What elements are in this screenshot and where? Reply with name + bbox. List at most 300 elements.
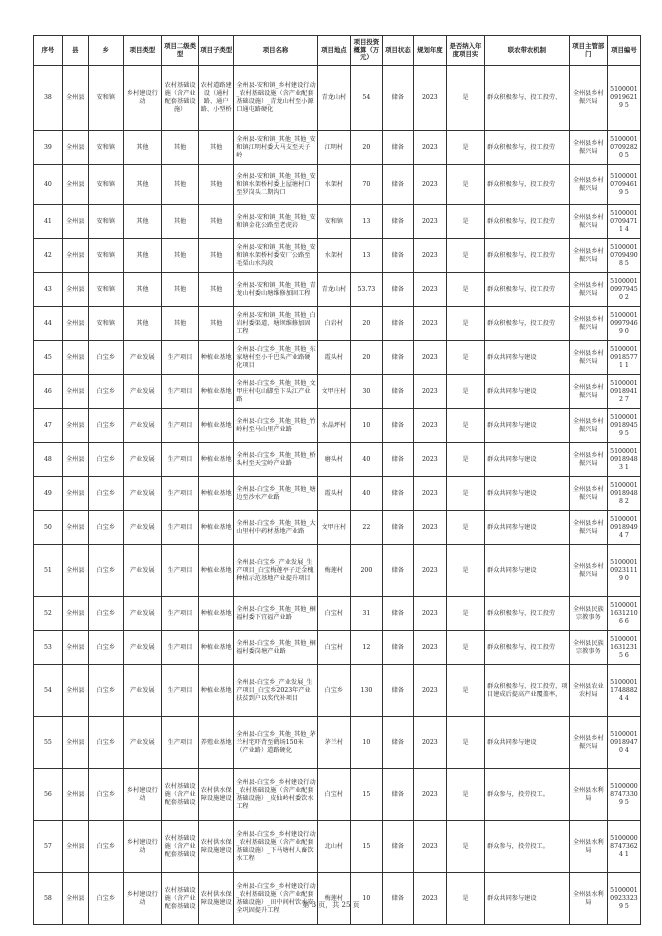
table-cell: 储备 — [382, 631, 413, 665]
table-cell: 2023 — [413, 511, 446, 545]
table-row — [34, 307, 641, 341]
table-cell: 种植业基地 — [199, 341, 234, 375]
table-cell: 46 — [34, 375, 63, 409]
table-cell: 生产项目 — [161, 717, 198, 769]
table-cell: 10 — [350, 873, 382, 925]
table-cell: 全州县-白宝乡_其他_其他_东家塘村至小千巴头产业路硬化项目 — [234, 341, 318, 375]
table-cell: 全州县-白宝乡_其他_其他_桥头村至天宝岭产业路 — [234, 443, 318, 477]
table-cell: 2023 — [413, 205, 446, 239]
table-cell: 全州县-白宝乡_产业发展_生产项目_白宝乡2023年产业扶贫到户以奖代补项目 — [234, 665, 318, 717]
table-cell: 全州县-白宝乡_其他_其他_大山里村中药材基地产业路 — [234, 511, 318, 545]
table-cell: 510000117488824 4 — [607, 665, 640, 717]
table-cell: 安和镇 — [88, 205, 123, 239]
table-cell: 是 — [446, 597, 484, 631]
table-cell: 种植业基地 — [199, 409, 234, 443]
table-cell: 2023 — [413, 597, 446, 631]
table-cell: 储备 — [382, 873, 413, 925]
table-cell: 养殖业基地 — [199, 717, 234, 769]
table-cell: 群众共同参与建设 — [485, 545, 570, 597]
table-cell: 44 — [34, 307, 63, 341]
table-cell: 生产项目 — [161, 341, 198, 375]
table-cell: 510000087473624 1 — [607, 821, 640, 873]
table-cell: 41 — [34, 205, 63, 239]
table-cell: 是 — [446, 205, 484, 239]
table-cell: 全州县 — [62, 375, 88, 409]
table-cell: 全州县水利局 — [569, 821, 607, 873]
table-cell: 510000109189470 4 — [607, 717, 640, 769]
table-cell: 全州县乡村振兴局 — [569, 545, 607, 597]
table-cell: 2023 — [413, 873, 446, 925]
table-cell: 是 — [446, 409, 484, 443]
table-cell: 全州县 — [62, 511, 88, 545]
table-cell: 北山村 — [317, 821, 350, 873]
table-cell: 48 — [34, 443, 63, 477]
table-cell: 510000109185771 1 — [607, 341, 640, 375]
table-cell: 安和镇 — [88, 131, 123, 165]
table-cell: 白宝乡 — [88, 821, 123, 873]
table-cell: 全州县 — [62, 443, 88, 477]
table-cell: 45 — [34, 341, 63, 375]
table-cell: 全州县乡村振兴局 — [569, 477, 607, 511]
table-cell: 200 — [350, 545, 382, 597]
table-cell: 47 — [34, 409, 63, 443]
table-cell: 梅莲村 — [317, 545, 350, 597]
table-cell: 2023 — [413, 665, 446, 717]
table-cell: 其他 — [199, 239, 234, 273]
table-cell: 510000109979450 2 — [607, 273, 640, 307]
table-cell: 储备 — [382, 665, 413, 717]
table-cell: 54 — [34, 665, 63, 717]
table-cell: 产业发展 — [123, 665, 161, 717]
table-cell: 是 — [446, 131, 484, 165]
table-cell: 文甲庄村 — [317, 375, 350, 409]
table-cell: 白宝乡 — [88, 597, 123, 631]
table-cell: 全州县 — [62, 477, 88, 511]
table-cell: 白岩村 — [317, 307, 350, 341]
column-header: 乡 — [88, 36, 123, 66]
table-cell: 农村供水保障设施建设 — [199, 769, 234, 821]
table-cell: 2023 — [413, 821, 446, 873]
table-cell: 全州县乡村振兴局 — [569, 165, 607, 205]
table-cell: 储备 — [382, 307, 413, 341]
table-cell: 储备 — [382, 717, 413, 769]
table-cell: 生产项目 — [161, 597, 198, 631]
table-cell: 40 — [34, 165, 63, 205]
table-row — [34, 597, 641, 631]
table-cell: 510000109189483 1 — [607, 443, 640, 477]
table-cell: 乡村建设行动 — [123, 66, 161, 131]
table-cell: 白宝乡 — [88, 545, 123, 597]
table-cell: 130 — [350, 665, 382, 717]
table-cell: 其他 — [123, 307, 161, 341]
table-cell: 是 — [446, 375, 484, 409]
table-cell: 全州县农业农村局 — [569, 665, 607, 717]
table-cell: 文甲庄村 — [317, 511, 350, 545]
table-cell: 全州县乡村振兴局 — [569, 341, 607, 375]
table-cell: 白宝村 — [317, 769, 350, 821]
table-cell: 51 — [34, 545, 63, 597]
column-header: 项目主管部门 — [569, 36, 607, 66]
table-cell: 农村供水保障设施建设 — [199, 873, 234, 925]
table-cell: 梅莲村 — [317, 873, 350, 925]
table-cell: 群众参与，投劳投工。 — [485, 821, 570, 873]
table-cell: 全州县 — [62, 631, 88, 665]
table-cell: 22 — [350, 511, 382, 545]
table-cell: 储备 — [382, 477, 413, 511]
table-cell: 水架村 — [317, 239, 350, 273]
table-cell: 储备 — [382, 409, 413, 443]
table-cell: 是 — [446, 821, 484, 873]
table-cell: 全州县乡村振兴局 — [569, 717, 607, 769]
table-cell: 青龙山村 — [317, 273, 350, 307]
table-cell: 全州县乡村振兴局 — [569, 131, 607, 165]
table-cell: 全州县 — [62, 769, 88, 821]
table-cell: 56 — [34, 769, 63, 821]
table-cell: 510000107094711 4 — [607, 205, 640, 239]
table-cell: 是 — [446, 443, 484, 477]
table-cell: 全州县 — [62, 409, 88, 443]
table-cell: 生产项目 — [161, 511, 198, 545]
table-cell: 全州县-白宝乡_其他_其他_文甲庄村屯山脚至卞头江产业路 — [234, 375, 318, 409]
table-cell: 群众积极参与，投工投劳 — [485, 205, 570, 239]
table-cell: 农村基础设施（含产业配套基础设 — [161, 821, 198, 873]
table-cell: 全州县 — [62, 239, 88, 273]
table-cell: 磨头村 — [317, 443, 350, 477]
table-cell: 20 — [350, 307, 382, 341]
table-cell: 13 — [350, 239, 382, 273]
table-cell: 群众积极参与，投工投劳 — [485, 131, 570, 165]
table-cell: 全州县 — [62, 131, 88, 165]
table-cell: 510000109231119 0 — [607, 545, 640, 597]
table-cell: 产业发展 — [123, 409, 161, 443]
table-cell: 全州县乡村振兴局 — [569, 511, 607, 545]
table-cell: 群众积极参与，投工投劳 — [485, 165, 570, 205]
table-cell: 农村道路建设（通村路、通户路、小型桥 — [199, 66, 234, 131]
table-cell: 是 — [446, 511, 484, 545]
table-cell: 全州县 — [62, 545, 88, 597]
table-cell: 其他 — [123, 273, 161, 307]
column-header: 项目二级类型 — [161, 36, 198, 66]
table-cell: 2023 — [413, 341, 446, 375]
table-cell: 全州县 — [62, 341, 88, 375]
table-cell: 白宝村 — [317, 631, 350, 665]
table-cell: 全州县-安和镇_其他_其他_安和镇江明村委大马支至天子岭 — [234, 131, 318, 165]
table-cell: 全州县水利局 — [569, 873, 607, 925]
table-cell: 39 — [34, 131, 63, 165]
table-cell: 白宝村 — [317, 597, 350, 631]
table-cell: 种植业基地 — [199, 375, 234, 409]
table-cell: 储备 — [382, 131, 413, 165]
table-cell: 53 — [34, 631, 63, 665]
table-cell: 2023 — [413, 409, 446, 443]
table-cell: 510000109233239 5 — [607, 873, 640, 925]
table-cell: 是 — [446, 631, 484, 665]
table-cell: 其他 — [161, 307, 198, 341]
table-cell: 群众积极参与，投工投劳、 — [485, 66, 570, 131]
table-cell: 储备 — [382, 273, 413, 307]
table-cell: 其他 — [199, 307, 234, 341]
table-cell: 是 — [446, 873, 484, 925]
table-cell: 储备 — [382, 545, 413, 597]
table-cell: 54 — [350, 66, 382, 131]
table-cell: 群众共同参与建设 — [485, 375, 570, 409]
column-header: 项目名称 — [234, 36, 318, 66]
table-cell: 2023 — [413, 165, 446, 205]
table-cell: 种植业基地 — [199, 631, 234, 665]
column-header: 序号 — [34, 36, 63, 66]
table-cell: 38 — [34, 66, 63, 131]
column-header: 项目子类型 — [199, 36, 234, 66]
table-cell: 55 — [34, 717, 63, 769]
table-cell: 全州县-安和镇_其他_其他_白岩村委渠道、塘坝维修加固工程 — [234, 307, 318, 341]
table-cell: 农村基础设施（含产业配套基础设 — [161, 873, 198, 925]
table-cell: 安和镇 — [88, 165, 123, 205]
table-cell: 产业发展 — [123, 597, 161, 631]
table-row — [34, 375, 641, 409]
table-cell: 2023 — [413, 66, 446, 131]
table-cell: 其他 — [161, 239, 198, 273]
table-cell: 产业发展 — [123, 443, 161, 477]
table-cell: 产业发展 — [123, 375, 161, 409]
table-cell: 50 — [34, 511, 63, 545]
table-cell: 种植业基地 — [199, 545, 234, 597]
table-cell: 产业发展 — [123, 511, 161, 545]
table-cell: 31 — [350, 597, 382, 631]
table-cell: 70 — [350, 165, 382, 205]
column-header: 项目编号 — [607, 36, 640, 66]
table-cell: 全州县 — [62, 273, 88, 307]
column-header: 项目投资概算（万元） — [350, 36, 382, 66]
table-cell: 510000109189494 7 — [607, 511, 640, 545]
table-cell: 全州县-安和镇_乡村建设行动_农村基础设施（含产业配套基础设施）_青龙山村至小源口通屯路硬化 — [234, 66, 318, 131]
column-header: 县 — [62, 36, 88, 66]
table-row — [34, 341, 641, 375]
table-cell: 白宝乡 — [88, 341, 123, 375]
table-cell: 全州县-安和镇_其他_其他_安和镇金花公路至老虎岩 — [234, 205, 318, 239]
table-cell: 是 — [446, 717, 484, 769]
table-cell: 群众共同参与建设 — [485, 443, 570, 477]
table-row — [34, 131, 641, 165]
table-cell: 其他 — [199, 205, 234, 239]
table-cell: 种植业基地 — [199, 477, 234, 511]
table-cell: 全州县-白宝乡_其他_其他_桐福村委下宜福产业路 — [234, 597, 318, 631]
table-cell: 510000109189412 7 — [607, 375, 640, 409]
table-cell: 是 — [446, 239, 484, 273]
table-cell: 49 — [34, 477, 63, 511]
table-cell: 其他 — [161, 131, 198, 165]
table-cell: 储备 — [382, 341, 413, 375]
table-cell: 生产项目 — [161, 477, 198, 511]
table-cell: 全州县 — [62, 873, 88, 925]
table-row — [34, 511, 641, 545]
table-cell: 58 — [34, 873, 63, 925]
table-cell: 白宝乡 — [88, 511, 123, 545]
table-cell: 全州县乡村振兴局 — [569, 205, 607, 239]
table-cell: 510000087473309 5 — [607, 769, 640, 821]
table-cell: 全州县-安和镇_其他_其他_安和镇水架桥村委安厂公路至毛栗山水沟段 — [234, 239, 318, 273]
table-cell: 储备 — [382, 821, 413, 873]
table-cell: 群众积极参与，投工投劳 — [485, 597, 570, 631]
table-cell: 53.73 — [350, 273, 382, 307]
table-cell: 是 — [446, 66, 484, 131]
table-cell: 510000107092820 5 — [607, 131, 640, 165]
table-cell: 群众积极参与，投工投劳，项目建成后提高产业覆盖率， — [485, 665, 570, 717]
table-row — [34, 717, 641, 769]
table-cell: 全州县 — [62, 665, 88, 717]
table-cell: 510000116312106 6 — [607, 597, 640, 631]
table-cell: 全州县乡村振兴局 — [569, 239, 607, 273]
table-cell: 霞头村 — [317, 341, 350, 375]
table-cell: 白宝乡 — [88, 631, 123, 665]
table-cell: 茅兰村 — [317, 717, 350, 769]
table-cell: 510000116312315 6 — [607, 631, 640, 665]
table-row — [34, 665, 641, 717]
table-cell: 2023 — [413, 477, 446, 511]
table-cell: 是 — [446, 545, 484, 597]
table-cell: 20 — [350, 341, 382, 375]
table-cell: 是 — [446, 307, 484, 341]
table-cell: 全州县 — [62, 66, 88, 131]
table-cell: 生产项目 — [161, 545, 198, 597]
table-cell: 水架村 — [317, 165, 350, 205]
table-cell: 产业发展 — [123, 631, 161, 665]
table-cell: 510000109196219 5 — [607, 66, 640, 131]
table-row — [34, 769, 641, 821]
table-cell: 群众参与，投劳投工。 — [485, 769, 570, 821]
table-cell: 全州县 — [62, 205, 88, 239]
table-cell: 12 — [350, 631, 382, 665]
table-cell: 全州县水利局 — [569, 769, 607, 821]
table-cell: 生产项目 — [161, 665, 198, 717]
table-cell: 白宝乡 — [88, 769, 123, 821]
table-cell: 40 — [350, 443, 382, 477]
table-cell: 2023 — [413, 443, 446, 477]
table-cell: 42 — [34, 239, 63, 273]
table-cell: 510000109979469 0 — [607, 307, 640, 341]
table-cell: 安和镇 — [88, 307, 123, 341]
table-cell: 储备 — [382, 205, 413, 239]
table-cell: 57 — [34, 821, 63, 873]
table-cell: 白宝乡 — [88, 409, 123, 443]
table-cell: 2023 — [413, 307, 446, 341]
table-cell: 产业发展 — [123, 477, 161, 511]
table-cell: 生产项目 — [161, 443, 198, 477]
table-cell: 其他 — [161, 205, 198, 239]
table-cell: 其他 — [123, 165, 161, 205]
table-cell: 群众积极参与，投工投劳 — [485, 631, 570, 665]
table-cell: 全州县-安和镇_其他_其他_青龙山村委山塘维修加固工程 — [234, 273, 318, 307]
table-cell: 全州县 — [62, 597, 88, 631]
table-cell: 全州县乡村振兴局 — [569, 375, 607, 409]
table-cell: 储备 — [382, 769, 413, 821]
table-cell: 全州县乡村振兴局 — [569, 273, 607, 307]
table-cell: 是 — [446, 165, 484, 205]
table-cell: 白宝乡 — [88, 665, 123, 717]
table-cell: 储备 — [382, 165, 413, 205]
table-cell: 2023 — [413, 769, 446, 821]
table-cell: 全州县 — [62, 307, 88, 341]
table-cell: 江明村 — [317, 131, 350, 165]
table-cell: 群众积极参与，投工投劳 — [485, 273, 570, 307]
table-cell: 全州县-白宝乡_其他_其他_竹岭村至马山里产业路 — [234, 409, 318, 443]
table-cell: 生产项目 — [161, 631, 198, 665]
table-cell: 农村供水保障设施建设 — [199, 821, 234, 873]
table-cell: 全州县-白宝乡_其他_其他_茅兰村宅吓背至鹤场150米（产业路）道路硬化 — [234, 717, 318, 769]
table-cell: 其他 — [123, 205, 161, 239]
table-cell: 种植业基地 — [199, 597, 234, 631]
table-cell: 全州县 — [62, 165, 88, 205]
table-cell: 群众共同参与建设 — [485, 409, 570, 443]
table-cell: 全州县民族宗教事务 — [569, 631, 607, 665]
table-cell: 乡村建设行动 — [123, 821, 161, 873]
table-cell: 全州县-白宝乡_其他_其他_塘边至沙水产业路 — [234, 477, 318, 511]
table-row — [34, 631, 641, 665]
column-header: 是否纳入年度项目实 — [446, 36, 484, 66]
table-cell: 白宝乡 — [88, 717, 123, 769]
table-cell: 青龙山村 — [317, 66, 350, 131]
table-cell: 全州县 — [62, 717, 88, 769]
table-cell: 种植业基地 — [199, 665, 234, 717]
table-cell: 储备 — [382, 239, 413, 273]
table-cell: 群众共同参与建设 — [485, 341, 570, 375]
table-cell: 生产项目 — [161, 409, 198, 443]
table-cell: 乡村建设行动 — [123, 873, 161, 925]
table-row — [34, 409, 641, 443]
table-cell: 全州县乡村振兴局 — [569, 66, 607, 131]
table-row — [34, 205, 641, 239]
table-cell: 白宝乡 — [88, 375, 123, 409]
table-cell: 储备 — [382, 511, 413, 545]
table-cell: 其他 — [123, 131, 161, 165]
table-cell: 农村基础设施（含产业配套基础设施） — [161, 66, 198, 131]
table-cell: 510000109189488 2 — [607, 477, 640, 511]
table-row — [34, 443, 641, 477]
table-cell: 全州县民族宗教事务 — [569, 597, 607, 631]
column-header: 联农带农机制 — [485, 36, 570, 66]
table-cell: 种植业基地 — [199, 443, 234, 477]
table-cell: 安和镇 — [88, 239, 123, 273]
table-cell: 10 — [350, 409, 382, 443]
table-cell: 全州县-白宝乡_乡村建设行动_农村基础设施（含产业配套基础设施）_皮仙岭村委饮水工程 — [234, 769, 318, 821]
table-cell: 2023 — [413, 631, 446, 665]
table-cell: 是 — [446, 665, 484, 717]
column-header: 项目状态 — [382, 36, 413, 66]
table-cell: 白宝乡 — [88, 873, 123, 925]
table-cell: 群众共同参与建设 — [485, 511, 570, 545]
table-cell: 全州县乡村振兴局 — [569, 307, 607, 341]
table-cell: 农村基础设施（含产业配套基础设 — [161, 769, 198, 821]
table-cell: 其他 — [199, 165, 234, 205]
table-cell: 是 — [446, 769, 484, 821]
table-cell: 安和镇 — [317, 205, 350, 239]
table-cell: 52 — [34, 597, 63, 631]
table-cell: 群众共同参与建设 — [485, 717, 570, 769]
table-cell: 其他 — [199, 273, 234, 307]
table-cell: 白宝乡 — [317, 665, 350, 717]
table-cell: 生产项目 — [161, 375, 198, 409]
table-cell: 乡村建设行动 — [123, 769, 161, 821]
table-cell: 产业发展 — [123, 341, 161, 375]
table-cell: 510000107094619 5 — [607, 165, 640, 205]
table-row — [34, 821, 641, 873]
table-cell: 是 — [446, 273, 484, 307]
table-cell: 2023 — [413, 545, 446, 597]
project-table — [33, 35, 641, 925]
table-cell: 群众共同参与建设 — [485, 477, 570, 511]
table-cell: 产业发展 — [123, 717, 161, 769]
column-header: 规划年度 — [413, 36, 446, 66]
table-cell: 储备 — [382, 375, 413, 409]
